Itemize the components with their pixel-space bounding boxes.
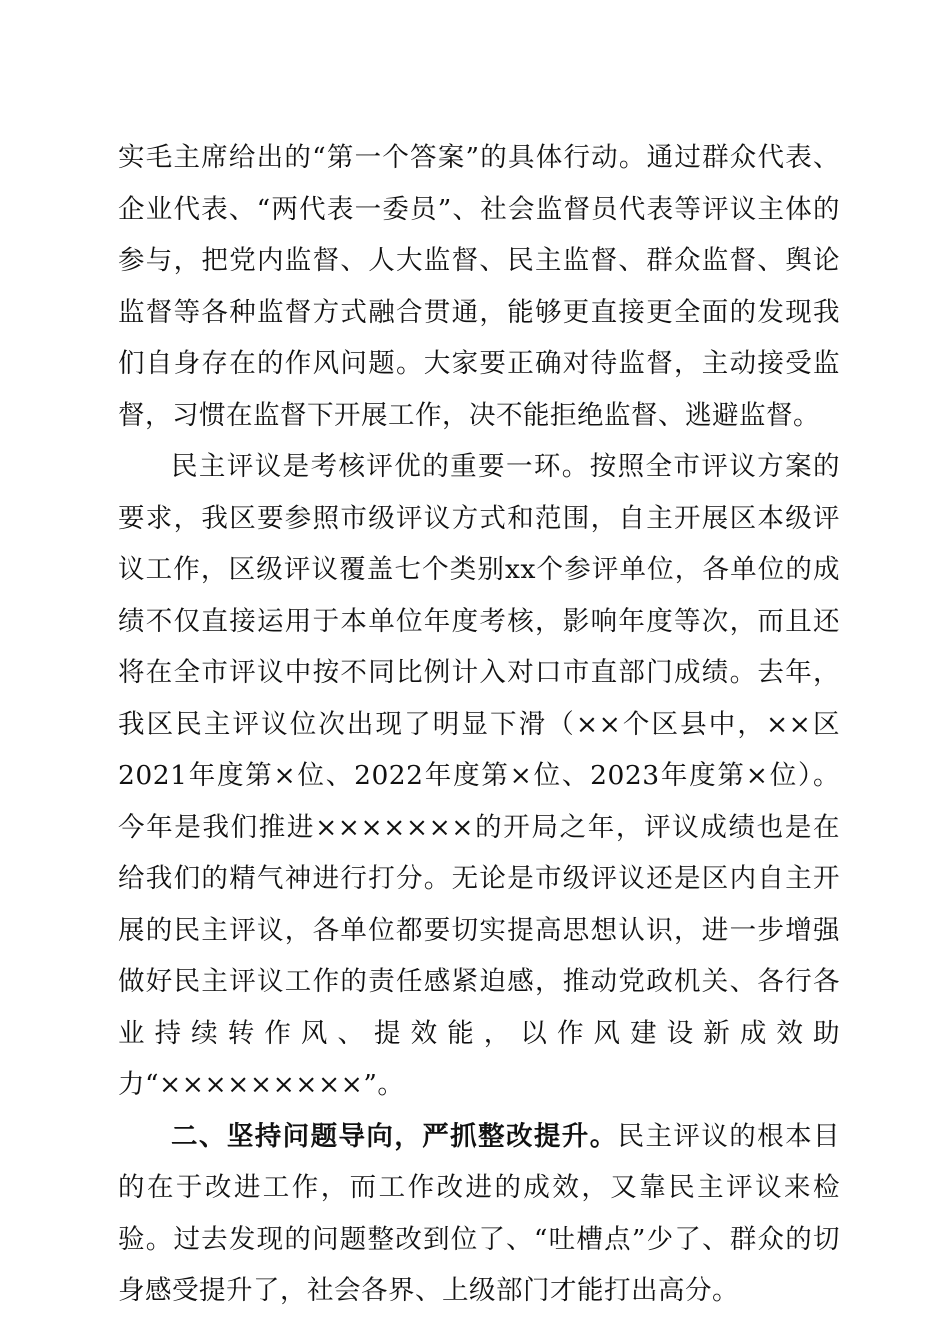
paragraph-supervision	[118, 132, 840, 441]
document-body	[118, 132, 840, 1317]
paragraph-section-two	[118, 1111, 840, 1317]
paragraph-evaluation	[118, 441, 840, 1111]
paragraph-text: 民主评议是考核评优的重要一环。按照全市评议方案的要求，我区要参照市级评议方式和范围，自主开展区本级评议工作，区级评议覆盖七个类别xx个参评单位，各单位的成绩不仅直接运用于本单位年度考核，影响年度等次，而且还将在全市评议中按不同比例计入对口市直部门成绩。去年，我区民主评议位次出现了明显下滑（××个区县中，××区2021年度第×位、2022年度第×位、2023年度第×位）。今年是我们推进×××××××的开局之年，评议成绩也是在给我们的精气神进行打分。无论是市级评议还是区内自主开展的民主评议，各单位都要切实提高思想认识，进一步增强做好民主评议工作的责任感紧迫感，推动党政机关、各行各业持续转作风、提效能，以作风建设新成效助力“×××××××××”。	[118, 451, 840, 1100]
paragraph-text: 实毛主席给出的“第一个答案”的具体行动。通过群众代表、企业代表、“两代表一委员”、社会监督员代表等评议主体的参与，把党内监督、人大监督、民主监督、群众监督、舆论监督等各种监督方式融合贯通，能够更直接更全面的发现我们自身存在的作风问题。大家要正确对待监督，主动接受监督，习惯在监督下开展工作，决不能拒绝监督、逃避监督。	[118, 142, 840, 431]
paragraph-text: 民主评议的根本目的在于改进工作，而工作改进的成效，又靠民主评议来检验。过去发现的问题整改到位了、“吐槽点”少了、群众的切身感受提升了，社会各界、上级部门才能打出高分。	[118, 1120, 841, 1306]
section-heading: 二、坚持问题导向，严抓整改提升。	[171, 1120, 618, 1152]
